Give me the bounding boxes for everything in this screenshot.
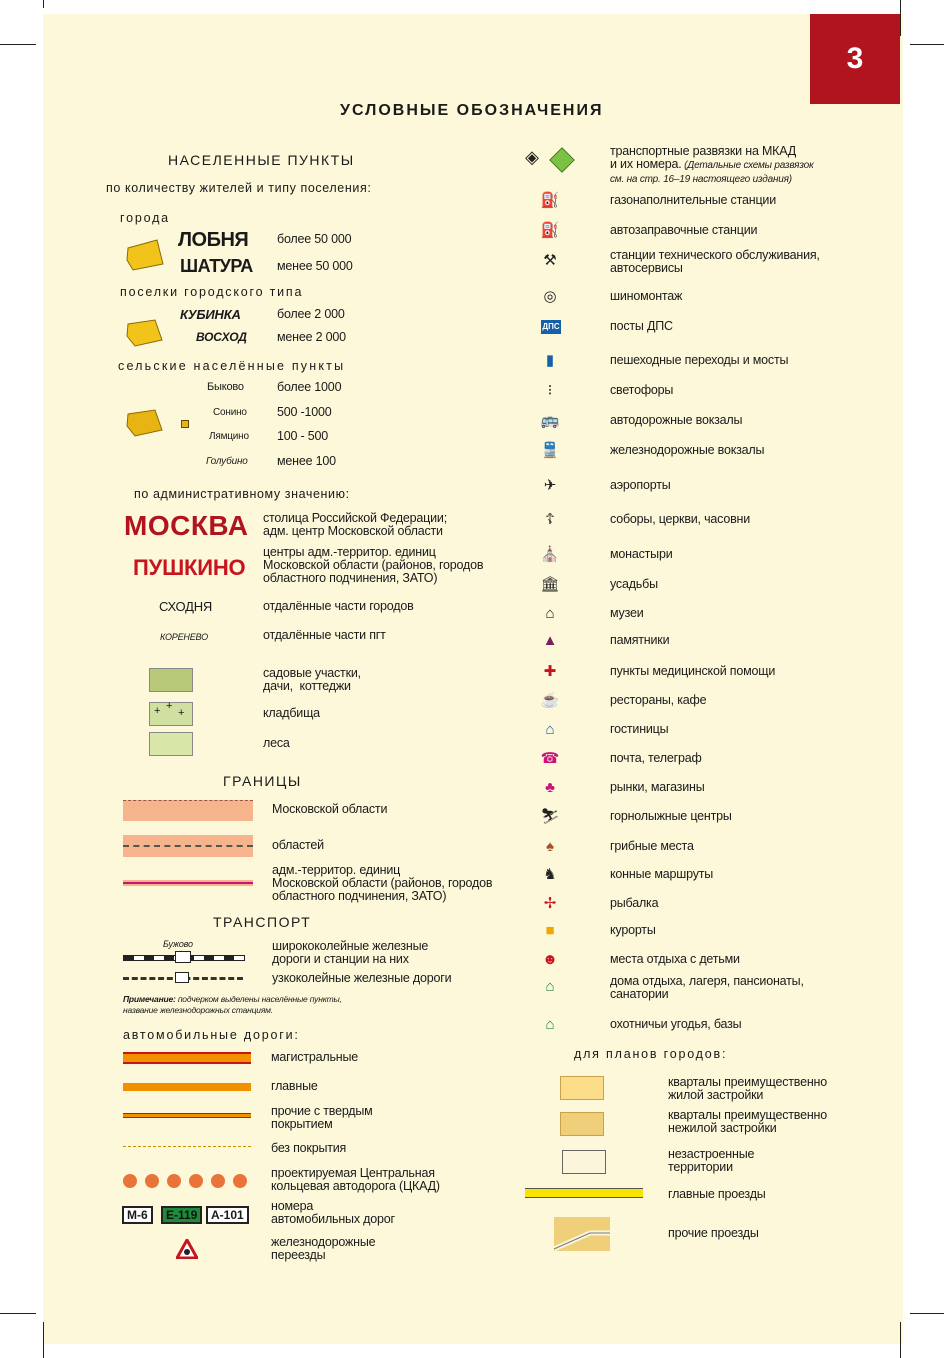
right-item-text: грибные места (610, 839, 694, 853)
right-item-text: газонаполнительные станции (610, 193, 776, 207)
rural3-name: Лямцино (209, 431, 249, 442)
border-admin-line (123, 880, 253, 886)
city1-name: ЛОБНЯ (178, 229, 249, 251)
right-item-text: охотничьи угодья, базы (610, 1017, 742, 1031)
interchange-icon: ◈ (525, 147, 539, 167)
center-desc: центры адм.-территор. единиц Московской области (районов, городов областного подчинения, ЗАТО) (263, 545, 484, 585)
right-item-label (610, 224, 757, 237)
crop-mark (43, 0, 44, 8)
right-item-label (610, 634, 669, 647)
right-item-text: музеи (610, 606, 644, 620)
borders-heading: ГРАНИЦЫ (223, 773, 302, 789)
right-item-text: горнолыжные центры (610, 809, 732, 823)
right-item-text: монастыри (610, 547, 673, 561)
right-item-label (610, 607, 644, 620)
crop-mark (900, 0, 901, 36)
road-ckad-label: проектируемая Центральная кольцевая автодорога (ЦКАД) (271, 1166, 440, 1193)
right-item-text: рынки, магазины (610, 780, 705, 794)
forest-desc: леса (263, 736, 290, 750)
rail-wide-label: ширококолейные железные дороги и станции на них (272, 939, 429, 966)
part-city-desc: отдалённые части городов (263, 599, 414, 613)
right-item-label (610, 810, 732, 823)
cemetery-desc: кладбища (263, 706, 320, 720)
non-residential-label: кварталы преимущественно нежилой застройки (668, 1108, 828, 1135)
road-paved-line (123, 1113, 251, 1118)
right-item-label (610, 868, 713, 881)
right-item-text: соборы, церкви, часовни (610, 512, 751, 526)
right-item-label (610, 479, 671, 492)
mushroom-icon: ♠ (546, 838, 554, 855)
other-drive-label: прочие проезды (668, 1226, 759, 1240)
capital-desc: столица Российской Федерации; адм. центр Московской области (263, 511, 447, 538)
road-number-e119: Е-119 (161, 1206, 202, 1224)
road-number-a101: А-101 (206, 1206, 249, 1224)
monument-icon: ▲ (542, 632, 558, 649)
police-post-icon: ДПС (541, 320, 561, 334)
gardens-desc: садовые участки, дачи, коттеджи (263, 666, 361, 693)
right-item-text: гостиницы (610, 722, 669, 736)
crop-mark (910, 44, 944, 45)
border-admin-label: адм.-территор. единиц Московской области (районов, городов областного подчинения, ЗАТО) (272, 863, 493, 903)
post-icon: ☎ (540, 750, 560, 767)
right-item-label (610, 694, 706, 707)
rural2-name: Сонино (213, 407, 247, 418)
road-main-label: главные (271, 1079, 318, 1093)
rail-narrow-label: узкоколейные железные дороги (272, 971, 452, 985)
right-item-label (610, 578, 658, 591)
right-item-text: почта, телеграф (610, 751, 702, 765)
fuel-station-icon: ⛽ (540, 222, 560, 239)
right-item-note: (Детальные схемы развязок см. на стр. 16–19 настоящего издания) (610, 160, 814, 185)
rail-station-icon: 🚆 (540, 442, 560, 459)
right-item-label (610, 953, 740, 966)
bus-station-icon: 🚌 (540, 412, 560, 429)
by-population-label: по количеству жителей и типу поселения: (106, 181, 372, 195)
cities-label: города (120, 211, 170, 225)
right-item-text: рыбалка (610, 896, 659, 910)
right-item-text: автозаправочные станции (610, 223, 758, 237)
right-item-text: посты ДПС (610, 319, 673, 333)
ski-icon: ⛷ (540, 808, 560, 825)
road-number-m6: М-6 (122, 1206, 153, 1224)
gardens-swatch (149, 668, 193, 692)
narrow-station-symbol (175, 972, 189, 983)
right-item-label (610, 145, 814, 186)
main-drive-line (525, 1188, 643, 1198)
hotel-icon: ⌂ (545, 721, 555, 738)
page-number: 3 (810, 14, 900, 104)
border-moscow-region-line (123, 800, 253, 821)
right-item-label (610, 665, 775, 678)
right-item-label (610, 752, 702, 765)
church-icon: ☦ (545, 511, 555, 528)
right-item-label (610, 414, 742, 427)
road-unpaved-label: без покрытия (271, 1141, 347, 1155)
crop-mark (0, 1313, 36, 1314)
airport-icon: ✈ (543, 477, 557, 494)
other-drive-symbol (552, 1215, 612, 1253)
towns-label: поселки городского типа (120, 285, 304, 299)
city-plans-heading: для планов городов: (574, 1047, 728, 1061)
right-item-text: курорты (610, 923, 656, 937)
page-title: УСЛОВНЫЕ ОБОЗНАЧЕНИЯ (340, 102, 604, 119)
station-symbol (175, 951, 191, 963)
right-item-text: рестораны, кафе (610, 693, 707, 707)
city2-desc: менее 50 000 (277, 259, 353, 273)
town1-name: КУБИНКА (180, 307, 241, 322)
right-item-label (610, 444, 764, 457)
right-item-text: транспортные развязки на МКАД и их номера. (610, 144, 797, 171)
forest-swatch (149, 732, 193, 756)
road-ckad-dots (121, 1172, 251, 1190)
right-item-text: автодорожные вокзалы (610, 413, 743, 427)
town-area-symbol (125, 318, 165, 348)
border-moscow-region-label: Московской области (272, 802, 388, 816)
rural1-desc: более 1000 (277, 380, 342, 394)
roads-label: автомобильные дороги: (123, 1028, 300, 1042)
right-item-text: станции технического обслуживания, автосервисы (610, 248, 820, 275)
right-item-label (610, 975, 804, 1001)
right-item-label (610, 781, 704, 794)
city2-name: ШАТУРА (180, 256, 253, 276)
rest-house-icon: ⌂ (545, 978, 555, 995)
right-item-text: железнодорожные вокзалы (610, 443, 765, 457)
vacant-swatch (562, 1150, 606, 1174)
rural-label: сельские населённые пункты (118, 359, 346, 373)
crop-mark (900, 1322, 901, 1358)
town2-name: ВОСХОД (196, 330, 247, 344)
non-residential-swatch (560, 1112, 604, 1136)
cemetery-swatch: + + + (149, 702, 193, 726)
border-regions-label: областей (272, 838, 324, 852)
restaurant-icon: ☕ (540, 692, 560, 709)
service-icon: ⚒ (543, 252, 557, 269)
medical-icon: ✚ (543, 663, 557, 680)
estate-icon: 🏛 (540, 576, 560, 593)
right-item-label (610, 1018, 741, 1031)
right-item-text: памятники (610, 633, 670, 647)
part-town-desc: отдалённые части пгт (263, 628, 386, 642)
right-item-label (610, 194, 776, 207)
part-city-name: СХОДНЯ (159, 599, 213, 614)
shop-icon: ♣ (545, 779, 555, 796)
note-label: Примечание: (123, 994, 176, 1004)
center-name: ПУШКИНО (133, 555, 246, 580)
crossing-icon: ▮ (545, 352, 555, 369)
rural-point-symbol (181, 420, 189, 428)
gas-station-icon: ⛽ (540, 192, 560, 209)
kids-icon: ☻ (542, 951, 558, 968)
right-item-text: конные маршруты (610, 867, 714, 881)
right-item-label (610, 548, 673, 561)
right-item-text: усадьбы (610, 577, 658, 591)
rail-crossing-icon (176, 1239, 198, 1259)
right-item-text: шиномонтаж (610, 289, 683, 303)
note-text: подчерком выделены населённые пункты, название железнодорожных станциям. (123, 994, 342, 1015)
right-item-text: пункты медицинской помощи (610, 664, 776, 678)
station-sample: Бужово (163, 939, 193, 949)
city1-desc: более 50 000 (277, 232, 352, 246)
transport-heading: ТРАНСПОРТ (213, 914, 312, 930)
monastery-icon: ⛪ (540, 546, 560, 563)
rural4-desc: менее 100 (277, 454, 336, 468)
capital-name: МОСКВА (124, 510, 249, 541)
part-town-name: КОРЕНЕВО (160, 632, 208, 642)
road-paved-label: прочие с твердым покрытием (271, 1104, 373, 1131)
right-item-label (610, 320, 673, 333)
settlements-heading: НАСЕЛЕННЫЕ ПУНКТЫ (168, 152, 355, 168)
resort-icon: ■ (545, 922, 555, 939)
right-item-label (610, 249, 820, 275)
road-highway-label: магистральные (271, 1050, 359, 1064)
residential-label: кварталы преимущественно жилой застройки (668, 1075, 828, 1102)
crop-mark (43, 1322, 44, 1358)
right-item-text: места отдыха с детьми (610, 952, 740, 966)
crop-mark (0, 44, 36, 45)
vacant-label: незастроенные территории (668, 1147, 755, 1174)
road-unpaved-line (123, 1146, 251, 1147)
rural-area-symbol (125, 408, 165, 438)
road-numbers-label: номера автомобильных дорог (271, 1199, 395, 1226)
right-item-text: светофоры (610, 383, 674, 397)
right-item-label (610, 354, 788, 367)
crop-mark (910, 1313, 944, 1314)
hunting-icon: ⌂ (545, 1016, 555, 1033)
rural3-desc: 100 - 500 (277, 429, 329, 443)
transport-note (123, 994, 342, 1016)
right-item-label (610, 897, 658, 910)
right-item-text: аэропорты (610, 478, 671, 492)
road-highway-line (123, 1052, 251, 1064)
fish-icon: ✢ (543, 895, 557, 912)
town2-desc: менее 2 000 (277, 330, 346, 344)
right-item-label (610, 723, 668, 736)
by-admin-label: по административному значению: (134, 487, 350, 501)
right-item-text: пешеходные переходы и мосты (610, 353, 789, 367)
rail-crossing-label: железнодорожные переезды (271, 1235, 376, 1262)
main-drive-label: главные проезды (668, 1187, 766, 1201)
right-item-label (610, 513, 750, 526)
road-main-line (123, 1083, 251, 1091)
right-item-label (610, 384, 673, 397)
right-item-label (610, 924, 656, 937)
right-item-label (610, 840, 694, 853)
traffic-light-icon: ⁝ (547, 382, 553, 399)
right-item-text: дома отдыха, лагеря, пансионаты, санатории (610, 974, 804, 1001)
residential-swatch (560, 1076, 604, 1100)
horse-icon: ♞ (543, 866, 557, 883)
town1-desc: более 2 000 (277, 307, 345, 321)
museum-icon: ⌂ (545, 605, 555, 622)
rural2-desc: 500 -1000 (277, 405, 332, 419)
tire-icon: ◎ (543, 288, 557, 305)
city-area-symbol (125, 238, 165, 272)
border-regions-line (123, 835, 253, 857)
rural4-name: Голубино (206, 456, 248, 467)
rural1-name: Быково (207, 381, 244, 393)
right-item-label (610, 290, 682, 303)
